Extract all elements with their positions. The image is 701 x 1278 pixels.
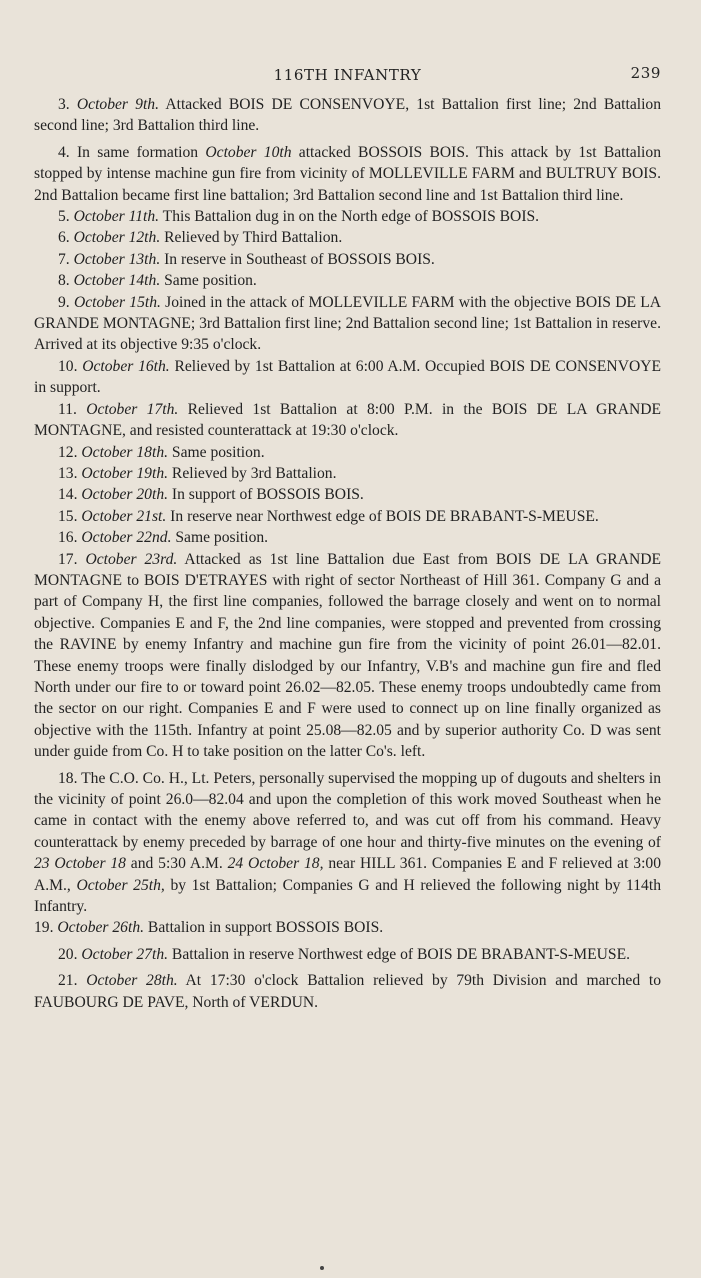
entry-number: 16.: [58, 529, 82, 547]
entry-text: Attacked BOIS DE CONSENVOYE, 1st Battalion first line; 2nd Battalion second line; 3rd Battalion third line.: [34, 96, 662, 135]
entry-text: Same position.: [171, 529, 269, 547]
entry-text: In reserve near Northwest edge of BOIS DE BRABANT-S-MEUSE.: [166, 507, 599, 525]
entry-text: Battalion in support BOSSOIS BOIS.: [144, 919, 384, 937]
entry-18: [34, 768, 661, 918]
entry-date: October 19th.: [81, 464, 169, 482]
entry-number: 17.: [58, 550, 86, 568]
entry-14: [34, 484, 661, 505]
entry-date: October 25th,: [76, 876, 165, 894]
entry-text: Attacked as 1st line Battalion due East from BOIS DE LA GRANDE MONTAGNE to BOIS D'ETRAYES with right of sector Northeast of Hill 361. Company G and a part of Company H, the first line companies, followed the barrage closely and went on to normal objective. Companies E and F, the 2nd line companies, were stopped and prevented from crossing the RAVINE by enemy Infantry and machine gun fire from the vicinity of point 26.01—82.01. These enemy troops were finally dislodged by our Infantry, V.B's and machine gun fire and fled North under our fire to or toward point 26.02—82.05. These enemy troops undoubtedly came from the sector on our right. Companies E and F were used to connect up on line finally organized as objective with the 115th. Infantry at point 25.08—82.05 and by superior authority Co. D was sent under guide from Co. H to take position on the latter Co's. left.: [34, 550, 662, 761]
entry-number: 3.: [58, 96, 77, 113]
entry-date: October 23rd.: [85, 550, 178, 568]
entry-date: October 11th.: [73, 208, 160, 226]
entry-12: [34, 442, 661, 463]
entry-8: [34, 270, 661, 291]
entry-text: In support of BOSSOIS BOIS.: [168, 486, 364, 504]
entry-text: Battalion in reserve Northwest edge of BOIS DE BRABANT-S-MEUSE.: [168, 945, 631, 963]
entry-date: October 18th.: [81, 443, 169, 461]
entry-date: October 27th.: [81, 945, 169, 963]
entry-date: October 10th: [205, 143, 292, 161]
entry-date: October 28th.: [86, 972, 178, 990]
entry-number: 15.: [58, 507, 82, 525]
entry-number: 12.: [58, 443, 82, 461]
entry-number: 9.: [58, 293, 74, 311]
entry-number: 5.: [58, 208, 74, 226]
page-mark: [320, 1266, 324, 1270]
entry-13: [34, 463, 661, 484]
page-number: 239: [630, 64, 661, 82]
entry-19: [34, 917, 661, 938]
entry-text: near HILL 361. Companies E and F relieved at 3:00 A.M.,: [34, 855, 661, 894]
entry-number: 6.: [58, 229, 74, 247]
entry-text: Relieved by Third Battalion.: [160, 229, 343, 247]
entry-text: Relieved 1st Battalion at 8:00 P.M. in the BOIS DE LA GRANDE MONTAGNE, and resisted counterattack at 19:30 o'clock.: [34, 400, 662, 440]
entry-number: 7.: [58, 250, 74, 268]
entry-number: 10.: [58, 357, 83, 375]
entry-10: [34, 356, 661, 399]
entry-date: October 14th.: [73, 272, 161, 290]
entry-text: by 1st Battalion; Companies G and H relieved the following night by 114th Infantry.: [34, 876, 661, 916]
entry-text: At 17:30 o'clock Battalion relieved by 79th Division and marched to FAUBOURG DE PAVE, North of VERDUN.: [34, 972, 661, 1011]
entry-21: [34, 970, 661, 1013]
entry-date: 24 October 18,: [227, 855, 324, 873]
entry-5: [34, 206, 661, 227]
running-head: 116TH INFANTRY: [273, 66, 422, 84]
entry-number: 13.: [58, 464, 82, 482]
entry-date: October 26th.: [57, 919, 145, 937]
entry-text: Joined in the attack of MOLLEVILLE FARM with the objective BOIS DE LA GRANDE MONTAGNE; 3rd Battalion first line; 2nd Battalion second line; 1st Battalion in reserve. Arrived at its objective 9:35 o'clock.: [34, 293, 662, 354]
entry-9: [34, 292, 661, 356]
entry-date: 23 October 18: [34, 855, 126, 873]
entry-number: 20.: [58, 945, 82, 963]
entry-text: Relieved by 1st Battalion at 6:00 A.M. Occupied BOIS DE CONSENVOYE in support.: [34, 357, 662, 397]
body-text: [34, 94, 661, 1013]
entry-15: [34, 506, 661, 527]
entry-number: 4. In same formation: [58, 143, 206, 161]
entry-text: This Battalion dug in on the North edge of BOSSOIS BOIS.: [159, 208, 540, 226]
entry-date: October 9th.: [76, 96, 160, 113]
entry-date: October 13th.: [73, 250, 161, 268]
entry-date: October 16th.: [82, 357, 170, 375]
entry-6: [34, 227, 661, 248]
entry-text: Same position.: [160, 272, 257, 290]
entry-7: [34, 249, 661, 270]
entry-number: 19.: [34, 919, 58, 937]
entry-number: 8.: [58, 272, 74, 290]
entry-number: 14.: [58, 486, 82, 504]
entry-number: 21.: [58, 972, 87, 990]
entry-11: [34, 399, 661, 442]
entry-text: attacked BOSSOIS BOIS. This attack by 1st Battalion stopped by intense machine gun fire from vicinity of MOLLEVILLE FARM and BULTRUY BOIS. 2nd Battalion became first line battalion; 3rd Battalion second line and 1st Battalion third line.: [34, 143, 661, 204]
entry-text: and 5:30 A.M.: [125, 855, 228, 873]
entry-3: [34, 94, 661, 137]
page-header: [34, 66, 661, 94]
entry-date: October 22nd.: [81, 529, 172, 547]
entry-text: Same position.: [168, 443, 265, 461]
entry-20: [34, 944, 661, 965]
entry-16: [34, 527, 661, 548]
entry-text: 18. The C.O. Co. H., Lt. Peters, personally supervised the mopping up of dugouts and shelters in the vicinity of point 26.0—82.04 and upon the completion of this work moved Southeast when he came in contact with the enemy above referred to, and was cut off from his command. Heavy counterattack by enemy preceded by barrage of one hour and thirty-five minutes on the evening of: [34, 769, 661, 851]
entry-date: October 12th.: [73, 229, 161, 247]
entry-17: [34, 549, 661, 763]
entry-date: October 17th.: [86, 400, 179, 418]
entry-4: [34, 142, 661, 206]
entry-date: October 20th.: [81, 486, 169, 504]
entry-text: In reserve in Southeast of BOSSOIS BOIS.: [160, 250, 435, 268]
entry-date: October 15th.: [73, 293, 161, 311]
entry-text: Relieved by 3rd Battalion.: [168, 464, 337, 482]
entry-date: October 21st.: [81, 507, 167, 525]
entry-number: 11.: [58, 400, 87, 418]
